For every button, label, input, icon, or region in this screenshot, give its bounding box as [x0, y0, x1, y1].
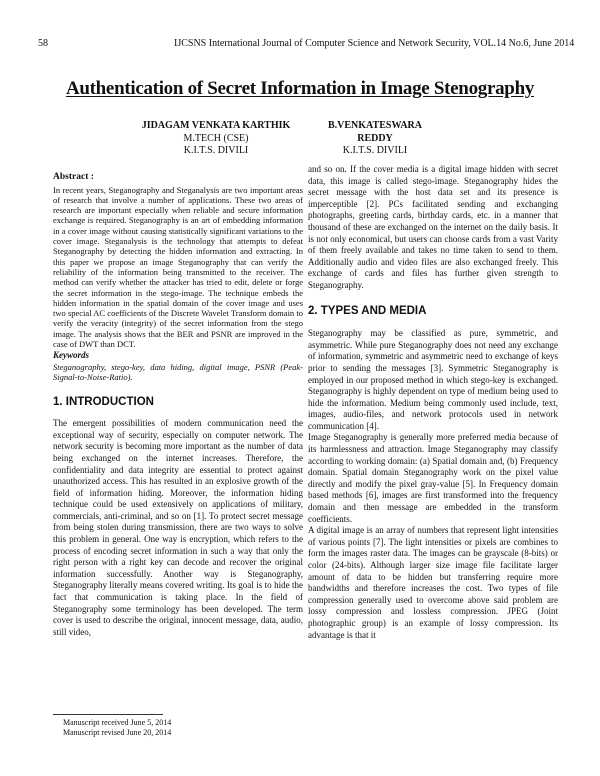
introduction-continuation: and so on. If the cover media is a digital image hidden with secret data, this image is called stego-image. Steganography hides the secret message with the host data set and its presence is imperceptible [2]. PCs facilitated sending and exchanging photographs, greeting cards, birthday cards, etc. in a manner that thousand of these are exchanged on the internet on the daily basis. It is not only economical, but users can choose cards from a vast Varity of them freely available and takes no time taken to send to them. Additionally audio and video files are also exchanged freely. This exchange of cards and files has further given strength to Steganography.: [308, 164, 558, 290]
paper-title: Authentication of Secret Information in Image Stenography: [65, 78, 535, 99]
abstract-heading: Abstract :: [53, 172, 94, 182]
author-affiliation: K.I.T.S. DIVILI: [183, 145, 249, 156]
keywords-heading: Keywords: [53, 350, 89, 361]
author-degree: M.TECH (CSE): [183, 132, 249, 144]
page-number: 58: [38, 38, 48, 49]
keywords-text: Steganography, stego-key, data hiding, digital image, PSNR (Peak-Signal-to-Noise-Ratio).: [53, 361, 303, 383]
footnotes: [63, 718, 171, 738]
abstract-text: In recent years, Steganography and Steganalysis are two important areas of research that involve a number of applications. These two areas of research are important especially when reliable and secure information exchange is required. Steganography is an art of embedding information in a cover image without causing statistically significant variations to the cover image. Steganalysis is the technology that attempts to defeat Steganography by detecting the hidden information and extracting. In this paper we propose an image Steganography that can verify the reliability of the information being transmitted to the receiver. The method can verify whether the attacker has tried to edit, delete or forge the secret information in the stego-image. The technique embeds the hidden information in the spatial domain of the cover image and uses two special AC coefficients of the Discrete Wavelet Transform domain to verify the veracity (integrity) of the secret information from the stego image. The analysis shows that the BER and PSNR are improved in the case of DWT than DCT.: [53, 184, 303, 350]
footnote-revised: Manuscript revised June 20, 2014: [63, 728, 172, 737]
left-column: [53, 164, 303, 638]
types-paragraph: Steganography may be classified as pure, symmetric, and asymmetric. While pure Steganography does not need any exchange of information, symmetric and asymmetric need to exchange of keys prior to sending the messages [3]. Symmetric Steganography is employed in our proposed method in which stego-key is exchanged. Steganography is highly dependent on type of medium being used to hide the information. Medium being commonly used include, text, images, audio-files, and network protocols used in network communication [4].: [308, 328, 558, 431]
footnote-divider: [53, 714, 163, 715]
running-header: IJCSNS International Journal of Computer Science and Network Security, VOL.14 No.6, June 2014: [174, 38, 575, 49]
types-paragraph: Image Steganography is generally more preferred media because of its harmlessness and attraction. Image Steganography may classify according to working domain: (a) Spatial domain and, (b) Frequency domain. Spatial domain Steganography work on the pixel value directly and modify the pixel gray-value [5]. In Frequency domain based methods [6], images are first transformed into the frequency domain and then message are embedded in the transform coefficients.: [308, 432, 558, 524]
section-heading-introduction: 1. INTRODUCTION: [53, 395, 154, 408]
right-column: [308, 164, 558, 641]
author-1: [120, 120, 312, 158]
author-2: [310, 120, 440, 158]
author-name: JIDAGAM VENKATA KARTHIK: [141, 120, 291, 131]
author-affiliation: K.I.T.S. DIVILI: [342, 145, 408, 156]
introduction-text: The emergent possibilities of modern communication need the exceptional way of security, especially on computer network. The network security is becoming more important as the number of data being exchanged on the internet increases. Therefore, the confidentiality and data integrity are essential to protect against unauthorized access. This has resulted in an explosive growth of the field of information hiding. Moreover, the information hiding technique could be used extensively on applications of military, commercials, anti-criminal, and so on [1]. To protect secret message from being stolen during transmission, there are two ways to solve this problem in general. One way is encryption, which refers to the process of encoding secret information in such a way that only the right person with a right key can decode and recover the original information successfully. Another way is Steganography, Steganography literally means covered writing. Its goal is to hide the fact that communication is taking place. In the field of Steganography some terminology has been developed. The term cover is used to describe the original, innocent message, data, audio, still video,: [53, 418, 303, 637]
section-heading-types-and-media: 2. TYPES AND MEDIA: [308, 304, 427, 317]
types-paragraph: A digital image is an array of numbers that represent light intensities of various points [7]. The light intensities or pixels are combines to form the images raster data. The images can be grayscale (8-bits) or color (24-bits). Although larger size image file facilitate larger amount of data to be hidden but transferring require more bandwidths and therefore increases the cost. Two types of file compression generally used to overcome above said problem are lossy compression and lossless compression. JPEG (Joint photographic group) is an example of lossy compression. Its advantage is that it: [308, 525, 558, 640]
author-name: B.VENKATESWARA REDDY: [328, 120, 422, 144]
footnote-received: Manuscript received June 5, 2014: [63, 718, 172, 727]
